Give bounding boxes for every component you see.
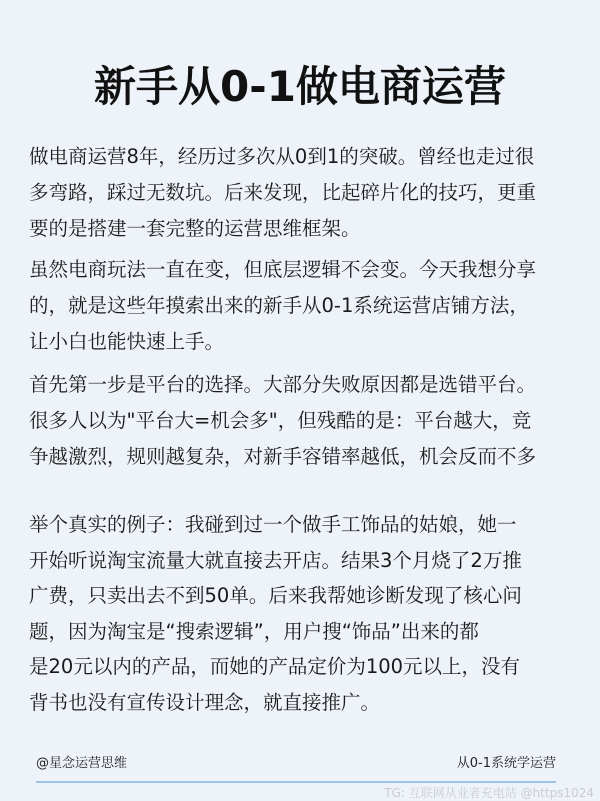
footer-divider: [36, 781, 556, 783]
text-line: 多弯路，踩过无数坑。后来发现，比起碎片化的技巧，更重: [29, 181, 537, 204]
watermark: TG: 互联网从业者充电站 @https1024: [384, 786, 594, 800]
text-line: 很多人以为"平台大=机会多"，但残酷的是：平台越大，竞: [29, 409, 532, 432]
paragraph-intro: [29, 139, 589, 247]
series-label: 从0-1系统学运营: [456, 756, 556, 771]
paragraph-purpose: [29, 252, 589, 360]
text-line: 是20元以内的产品，而她的产品定价为100元以上，没有: [29, 655, 521, 678]
text-line: 首先第一步是平台的选择。大部分失败原因都是选错平台。: [29, 373, 537, 396]
text-line: 让小白也能快速上手。: [29, 330, 225, 353]
text-line: 做电商运营8年，经历过多次从0到1的突破。曾经也走过很: [29, 145, 535, 168]
author-handle: @星念运营思维: [36, 756, 128, 771]
text-line: 的，就是这些年摸索出来的新手从0-1系统运营店铺方法，: [29, 294, 529, 317]
text-line: 要的是搭建一套完整的运营思维框架。: [29, 217, 361, 240]
text-line: 背书也没有宣传设计理念，就直接推广。: [29, 690, 381, 714]
text-line: 举个真实的例子：我碰到过一个做手工饰品的姑娘，她一: [29, 513, 517, 536]
text-line: 虽然电商玩法一直在变，但底层逻辑不会变。今天我想分享: [29, 258, 537, 281]
page-title: 新手从0-1做电商运营: [94, 62, 506, 111]
text-line: 题，因为淘宝是“搜索逻辑”，用户搜“饰品”出来的都: [29, 619, 479, 643]
text-line: 争越激烈，规则越复杂，对新手容错率越低，机会反而不多: [29, 445, 537, 468]
text-line: 广费，只卖出去不到50单。后来我帮她诊断发现了核心问: [29, 584, 522, 607]
paragraph-example: [29, 507, 589, 720]
paragraph-platform-choice: [29, 367, 589, 475]
text-line: 开始听说淘宝流量大就直接去开店。结果3个月烧了2万推: [29, 548, 522, 572]
